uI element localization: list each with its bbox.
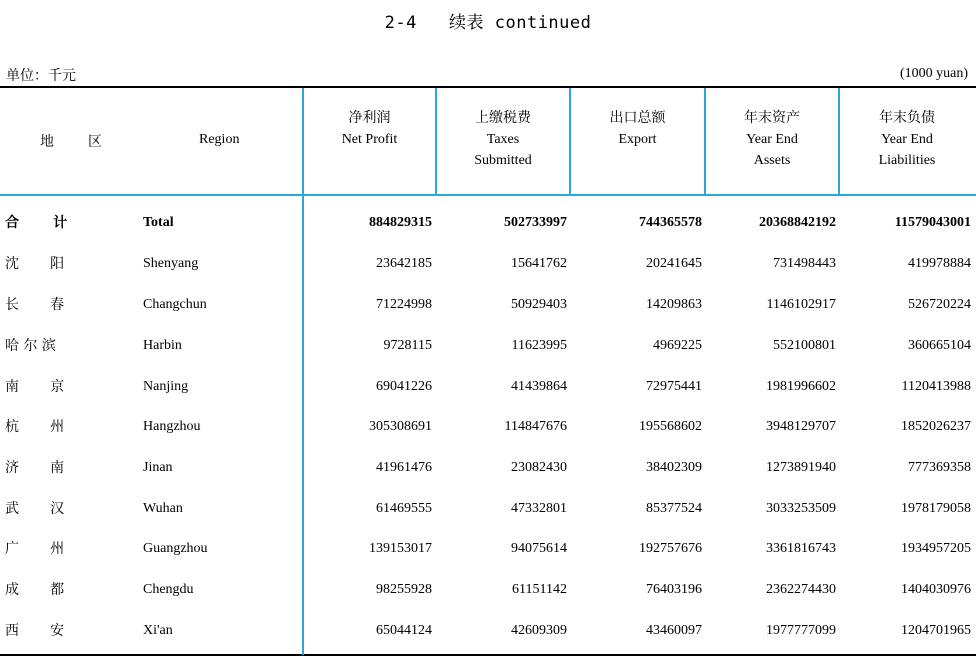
export-cell: 20241645 — [646, 256, 702, 271]
assets-cell: 1977777099 — [766, 623, 836, 638]
header-label-zh: 年末负债 — [879, 110, 935, 126]
export-cell: 85377524 — [646, 501, 702, 516]
region-name-zh: 沈 阳 — [5, 256, 65, 272]
region-name-en: Guangzhou — [143, 541, 208, 556]
unit-label-en: (1000 yuan) — [899, 66, 968, 81]
header-region-en: Region — [199, 132, 240, 147]
region-name-zh: 广 州 — [5, 541, 65, 557]
header-label-zh: 年末资产 — [744, 110, 800, 126]
table-row — [0, 621, 976, 661]
header-year-end-liabilities — [840, 108, 974, 171]
export-cell: 744365578 — [639, 215, 702, 230]
export-cell: 4969225 — [653, 338, 702, 353]
liabilities-cell: 1852026237 — [901, 419, 971, 434]
region-name-zh: 哈 尔 滨 — [5, 338, 56, 354]
export-cell: 43460097 — [646, 623, 702, 638]
taxes-cell: 11623995 — [511, 338, 567, 353]
region-name-zh: 济 南 — [5, 460, 65, 476]
region-name-en: Hangzhou — [143, 419, 201, 434]
net-profit-cell: 884829315 — [369, 215, 432, 230]
header-label-en: Year End — [746, 132, 798, 147]
table-row — [0, 336, 976, 376]
assets-cell: 3033253509 — [766, 501, 836, 516]
header-label-zh: 出口总额 — [609, 110, 666, 126]
liabilities-cell: 1404030976 — [901, 582, 971, 597]
liabilities-cell: 419978884 — [908, 256, 971, 271]
taxes-cell: 502733997 — [504, 215, 567, 230]
region-name-en: Total — [143, 215, 174, 230]
region-name-en: Xi'an — [143, 623, 173, 638]
taxes-cell: 23082430 — [511, 460, 567, 475]
net-profit-cell: 71224998 — [376, 297, 432, 312]
liabilities-cell: 360665104 — [908, 338, 971, 353]
region-name-en: Shenyang — [143, 256, 199, 271]
assets-cell: 3361816743 — [766, 541, 836, 556]
region-name-zh: 合 计 — [5, 215, 68, 231]
export-cell: 38402309 — [646, 460, 702, 475]
header-label-zh: 净利润 — [348, 110, 391, 126]
net-profit-cell: 69041226 — [376, 379, 432, 394]
export-cell: 76403196 — [646, 582, 702, 597]
table-row-total — [0, 213, 976, 253]
header-year-end-assets — [706, 108, 838, 171]
header-label-en: Submitted — [474, 153, 532, 168]
taxes-cell: 114847676 — [504, 419, 567, 434]
region-name-zh: 杭 州 — [5, 419, 65, 435]
region-name-zh: 武 汉 — [5, 501, 65, 517]
taxes-cell: 61151142 — [512, 582, 567, 597]
liabilities-cell: 526720224 — [908, 297, 971, 312]
export-cell: 195568602 — [639, 419, 702, 434]
header-label-zh: 上缴税费 — [475, 110, 531, 126]
header-net-profit — [304, 108, 435, 150]
taxes-cell: 50929403 — [511, 297, 567, 312]
assets-cell: 2362274430 — [766, 582, 836, 597]
net-profit-cell: 61469555 — [376, 501, 432, 516]
taxes-cell: 47332801 — [511, 501, 567, 516]
table-row — [0, 499, 976, 539]
liabilities-cell: 777369358 — [908, 460, 971, 475]
table-row — [0, 417, 976, 457]
export-cell: 72975441 — [646, 379, 702, 394]
net-profit-cell: 41961476 — [376, 460, 432, 475]
net-profit-cell: 305308691 — [369, 419, 432, 434]
table-row — [0, 580, 976, 620]
liabilities-cell: 1204701965 — [901, 623, 971, 638]
table-title: 2-4 续表 continued — [384, 13, 592, 33]
table-row — [0, 254, 976, 294]
taxes-cell: 42609309 — [511, 623, 567, 638]
region-name-en: Nanjing — [143, 379, 189, 394]
net-profit-cell: 9728115 — [383, 338, 432, 353]
net-profit-cell: 98255928 — [376, 582, 432, 597]
assets-cell: 552100801 — [773, 338, 836, 353]
net-profit-cell: 23642185 — [376, 256, 432, 271]
region-name-en: Jinan — [143, 460, 173, 475]
region-name-en: Chengdu — [143, 582, 194, 597]
region-name-en: Harbin — [143, 338, 182, 353]
assets-cell: 20368842192 — [759, 215, 836, 230]
region-name-en: Changchun — [143, 297, 207, 312]
net-profit-cell: 139153017 — [369, 541, 432, 556]
header-label-en: Assets — [753, 153, 791, 168]
table-row — [0, 377, 976, 417]
liabilities-cell: 11579043001 — [894, 215, 971, 230]
table-row — [0, 458, 976, 498]
top-rule — [0, 86, 976, 88]
header-label-en: Taxes — [486, 132, 520, 147]
header-label-en: Net Profit — [341, 132, 398, 147]
taxes-cell: 15641762 — [511, 256, 567, 271]
header-taxes-submitted — [437, 108, 569, 171]
region-name-zh: 南 京 — [5, 379, 65, 395]
region-name-zh: 长 春 — [5, 297, 65, 313]
header-label-en: Export — [618, 132, 657, 147]
header-bottom-rule — [0, 194, 976, 196]
liabilities-cell: 1978179058 — [901, 501, 971, 516]
export-cell: 14209863 — [646, 297, 702, 312]
unit-label-zh: 单位：千元 — [6, 68, 76, 84]
header-export — [571, 108, 704, 150]
table-row — [0, 539, 976, 579]
region-name-zh: 西 安 — [5, 623, 65, 639]
taxes-cell: 94075614 — [511, 541, 567, 556]
header-region-zh: 地区 — [40, 134, 136, 150]
region-name-zh: 成 都 — [5, 582, 65, 598]
assets-cell: 1981996602 — [766, 379, 836, 394]
header-label-en: Liabilities — [878, 153, 936, 168]
region-name-en: Wuhan — [143, 501, 183, 516]
assets-cell: 731498443 — [773, 256, 836, 271]
assets-cell: 1146102917 — [766, 297, 836, 312]
assets-cell: 1273891940 — [766, 460, 836, 475]
net-profit-cell: 65044124 — [376, 623, 432, 638]
table-row — [0, 295, 976, 335]
assets-cell: 3948129707 — [766, 419, 836, 434]
liabilities-cell: 1120413988 — [901, 379, 971, 394]
liabilities-cell: 1934957205 — [901, 541, 971, 556]
header-label-en: Year End — [881, 132, 933, 147]
taxes-cell: 41439864 — [511, 379, 567, 394]
export-cell: 192757676 — [639, 541, 702, 556]
